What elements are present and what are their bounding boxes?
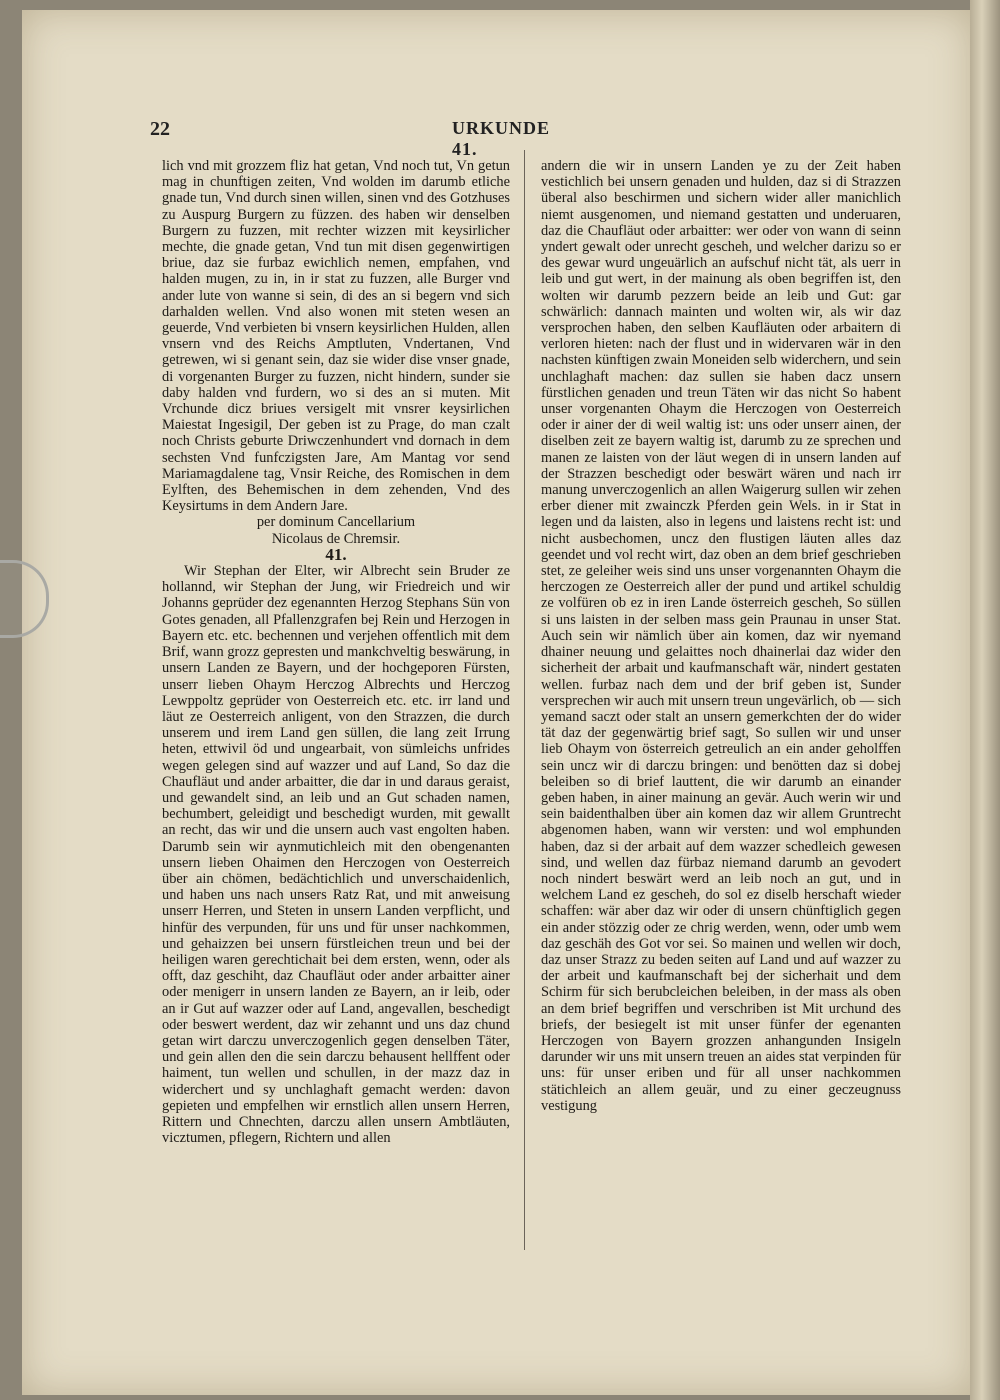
- book-edge: [970, 0, 1000, 1400]
- page-header: [150, 118, 580, 159]
- page-number: 22: [150, 118, 170, 140]
- charter-41-text-continued: andern die wir in unsern Landen ye zu der Zeit haben vestichlich bei unsern genaden und hulden, daz si di Strazzen überal also beschirmen und sichern wider aller manichlich niemt ausgenomen, und niemand gestatten und underuaren, daz die Chaufläut oder arbaitter: wer oder von wann di seinn yndert gewalt oder unrecht gescheh, und welcher darizu so er des gewar wurd ungeuärlich an aufschuf nicht tät, als uerr in leib und gut wert, in der mainung als oben begriffen ist, den wolten wir darumb pezzern beide an leib und Gut: gar schwärlich: dannach mainten und wolten wir, als wir daz versprochen haben, den selben Kaufläuten oder arbaitern di verloren hieten: nach der flust und in widervaren wär in den nachsten künftigen zwain Moneiden selb widerchern, und sein unchlaghaft machen: daz sullen sie haben dacz unsern fürstlichen genaden und treun Täten wir das nicht So habent unser vorgenanten Ohaym die Herczogen von Oesterreich oder ir ainer der di weil waltig ist: uns oder unserr ainen, der diselben zeit ze bayern waltig ist, darumb zu ze sprechen und manen ze laisten von der läut wegen di in unsern landen auf der Strazzen beschedigt oder beswärt wären und nach irr manung unverczogenlich an allen Waigerurg sullen wir zehen erber diener mit zwainczk Pferden gein Wels. in ir Stat in legen und da laisten, also in legens und laistens recht ist: und nicht ausbechomen, uncz den flustigen läuten alles daz geendet und vol recht wirt, daz oben an dem brief geschrieben stet, ze geleiher weis sind uns unser vorgenannten Ohaym die herczogen ze Oesterreich aller der pund und artikel schuldig ze volfüren ob ez in iren Lande österreich gescheh, So süllen si uns laisten in der selben mass gein Praunau in unser Stat. Auch sein wir nämlich über ain komen, daz wir nyemand dhainer neuung und gelaittes noch dhainerlai daz wider den sicherheit der arbait und kaufmanschaft wär, nindert gestaten wellen. furbaz nach dem und der brif geben ist, Sunder versprechen wir auch mit unsern treun ungevärlich, ob — sich yemand saczt oder stalt an unsern gemerkchten der do wider tät daz der gegenwärtig brief sagt, So sullen wir und unser lieb Ohaym von österreich getreulich an ein ander geholffen sein uncz wir di darczu bringen: und benötten daz si dobej beleiben so di brief lauttent, die wir darumb an einander geben haben, in ainer mainung an gevär. Auch werin wir und sein baidenthalben über ain komen daz wir allem Gruntrecht abgenomen haben, wann wir versten: und wol emphunden haben, daz si der arbait auf dem wazzer schedleich gewesen sind, und wellen daz fürbaz niemand darumb an gevodert noch nindert beswärt werd an leib noch an gut, und in welchem Land ez gescheh, do sol ez diselb herschaft wieder schaffen: wär aber daz wir oder di unsern chünftiglich gegen ein ander stözzig oder ze chrig werden, wenn, oder umb wem daz geschäh des Got vor sei. So mainen und wellen wir doch, daz unser Strazz zu beden seiten auf Land und auf wazzer zu der arbeit und kaufmanschaft bej der sicherhait und dem Schirm für sich berubcleichen beleiben, in der mass als oben an dem brief begriffen und verschriben ist Mit urchund des briefs, der besiegelt ist mit unser fünfer der egenanten Herczogen von Bayern grozzen anhangunden Insigeln darunder wir uns mit unsern treuen an aides stat verpinden für uns: für unser eriben und für all unser nachkommen stätichleich an allem geuär, und zu einer geczeugnuss vestigung: [541, 158, 901, 1114]
- document-number: 41.: [325, 544, 347, 564]
- signature-line-1: per dominum Cancellarium: [256, 514, 416, 531]
- signature-line-2: Nicolaus de Chremsir.: [271, 530, 401, 547]
- left-column: [162, 158, 510, 1146]
- column-divider: [524, 150, 525, 1250]
- charter-41-text: Wir Stephan der Elter, wir Albrecht sein Bruder ze hollannd, wir Stephan der Jung, wir Friedreich und wir Johanns geprüder dez egenannten Herzog Stephans Sün von Gotes genaden, all Pfallenzgrafen bej Rein und Herzogen in Bayern etc. etc. bechennen und verjehen offentlich mit dem Brif, wann grozz gepresten und mankchveltig beswärung, in unsern Landen ze Bayern, und der hochgeporen Fürsten, unserr lieben Ohaym Herczog Albrechts und Herczog Lewppoltz geprüder von Oesterreich etc. etc. irr land und läut ze Oesterreich anligent, von den Strazzen, die durch unserem und irem Land gen süllen, die lang zeit Irrung heten, ettwivil öd und ungearbait, von sümleichs unfrides wegen gelegen sind auf wazzer und auf Land, So daz die Chaufläut und ander arbaitter, die dar in und daraus geraist, und gewandelt sind, an leib und an Gut schaden namen, bechumbert, geleidigt und beschedigt wurden, mit gewallt an recht, das wir und die unsern auch vast engolten haben. Darumb sein wir aynmutichleich mit den obengenanten unsern lieben Ohaimen den Herczogen von Oesterreich über ain chömen, bedächtichlich und unverschaidenlich, und haben uns nach unsers Ratz Rat, und mit anweisung unserr Herren, und Steten in unsern Landen verpflicht, und hinfür des verpunden, für uns und für unser nachkommen, und gehaizzen bei unsern fürstleichen treun und bei der heiligen waren gerechtichait bei dem ersten, wenn, oder als offt, daz geschiht, daz Chaufläut oder ander arbaitter ainer oder menigerr in unsern landen ze Bayern, an ir leib, oder an ir Gut auf wazzer oder auf Land, angevallen, beschedigt oder beswert werdent, daz wir zehannt und uns daz chund getan wirt darczu unverczogenlich gegen denselben Täter, und gein allen den die sein darczu behausent hellffent oder haiment, tun wellen und schullen, in der mazz daz in widerchert und sy unchlaghaft gemacht werden: davon gepieten und empfelhen wir ernstlich allen unsern Herren, Rittern und Chnechten, darczu allen unsern Ambtläuten, vicztumen, pflegern, Richtern und allen: [162, 563, 510, 1147]
- right-column: [541, 158, 901, 1114]
- running-title: URKUNDE 41.: [452, 118, 551, 159]
- charter-text-continued: lich vnd mit grozzem fliz hat getan, Vnd noch tut, Vn getun mag in chunftigen zeiten, Vnd wolden im darumb etliche gnade tun, Vnd durch sinen willen, sinen vnd des Gotzhuses zu Auspurg Burgern zu füzzen. des haben wir denselben Burgern zu fuzzen, mit rechter wizzen mit keysirlicher mechte, die gnade getan, Vnd tun mit disen gegenwirtigen briue, daz sie furbaz ewichlich nemen, empfahen, vnd halden mugen, zu in, in ir stat zu fuzzen, alle Burger vnd ander lute von wanne si sein, di des an si begern vnd sich darhalden wellen. Vnd also wonen mit steten wesen an geuerde, Vnd verbieten bi vnsern keysirlichen Hulden, allen vnsern vnd des Reichs Amptluten, Vndertanen, Vnd getrewen, wi si genant sein, daz sie wider dise vnser gnade, di vorgenanten Burger zu fuzzen, nicht hindern, sunder sie daby halden vnd furdern, wo si des an si muten. Mit Vrchunde dicz briues versigelt mit vnsrer keysirlichen Maiestat Ingesigil, Der geben ist zu Prage, do man czalt noch Christs geburte Driwczenhundert vnd dornach in dem sechsten Vnd funfczigsten Jare, Am Mantag vor send Mariamagdalene tag, Vnsir Reiche, des Romischen in dem Eylften, des Behemischen in dem zehenden, Vnd des Keysirtums in dem Andern Jare.: [162, 158, 510, 515]
